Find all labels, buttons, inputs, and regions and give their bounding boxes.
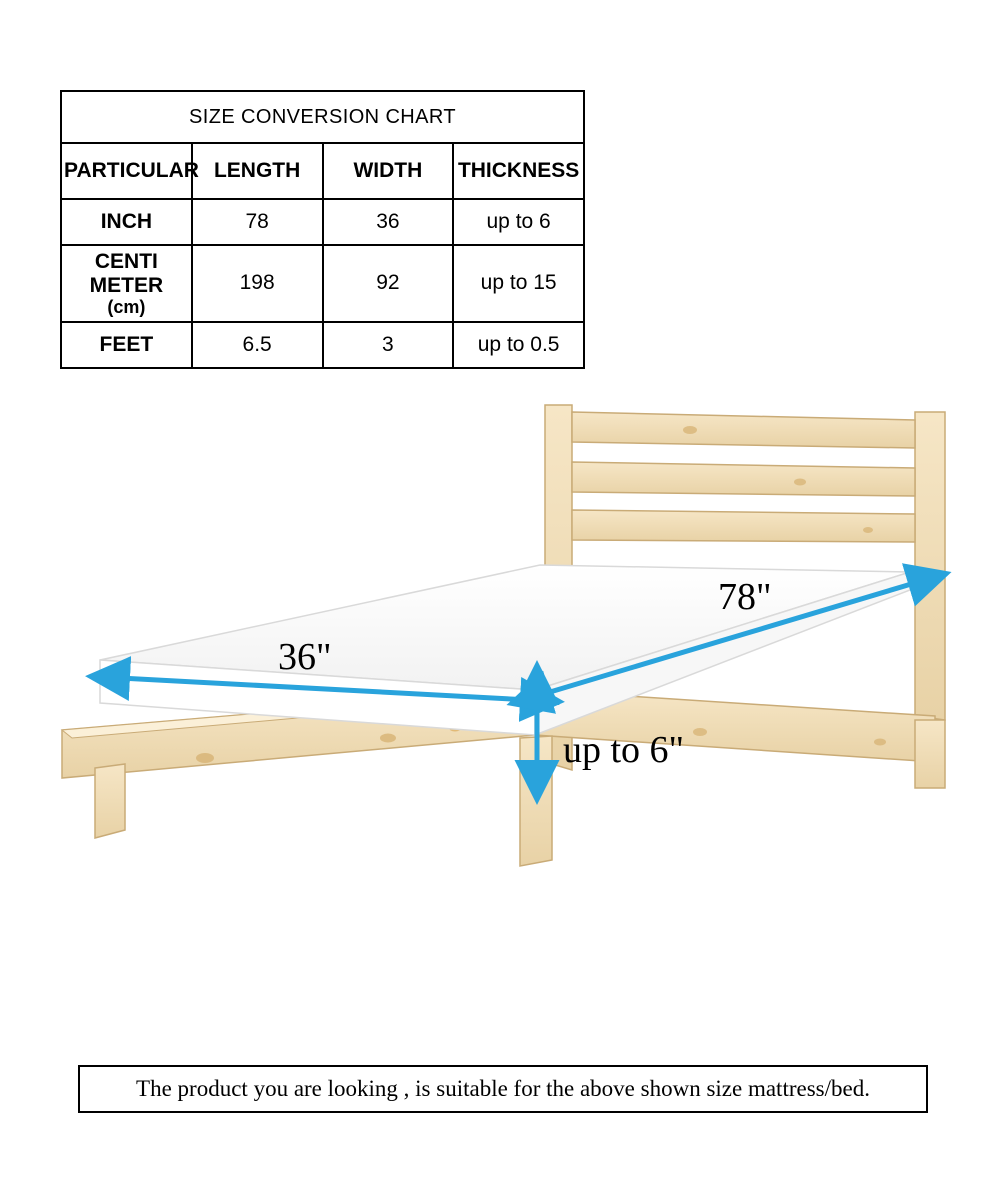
inch-width: 36: [323, 199, 454, 245]
feet-length: 6.5: [192, 322, 323, 368]
inch-thickness: up to 6: [453, 199, 584, 245]
row-label-feet: FEET: [61, 322, 192, 368]
table-row: [61, 322, 584, 368]
thickness-dimension-label: up to 6": [563, 729, 685, 771]
feet-thickness: up to 0.5: [453, 322, 584, 368]
table-header-row: [61, 143, 584, 199]
cm-thickness: up to 15: [453, 245, 584, 322]
header-length: LENGTH: [192, 143, 323, 199]
inch-length: 78: [192, 199, 323, 245]
table-title-row: [61, 91, 584, 143]
cm-width: 92: [323, 245, 454, 322]
feet-width: 3: [323, 322, 454, 368]
cm-length: 198: [192, 245, 323, 322]
length-dimension-label: 78": [718, 576, 772, 618]
table-row: [61, 199, 584, 245]
width-dimension-label: 36": [278, 636, 332, 678]
footer-note-text: The product you are looking , is suitable for the above shown size mattress/bed.: [136, 1076, 870, 1101]
header-thickness: THICKNESS: [453, 143, 584, 199]
header-particular: PARTICULAR: [61, 143, 192, 199]
table-title: SIZE CONVERSION CHART: [61, 91, 584, 143]
row-label-cm: [61, 245, 192, 322]
row-label-cm-main: CENTI METER: [89, 250, 164, 297]
footer-note: [78, 1065, 928, 1113]
row-label-cm-sub: (cm): [107, 297, 146, 317]
row-label-inch: INCH: [61, 199, 192, 245]
bed-illustration: [0, 390, 1000, 950]
size-conversion-table: [60, 90, 585, 369]
header-width: WIDTH: [323, 143, 454, 199]
table-row: [61, 245, 584, 322]
width-dimension-arrow: [120, 678, 530, 700]
